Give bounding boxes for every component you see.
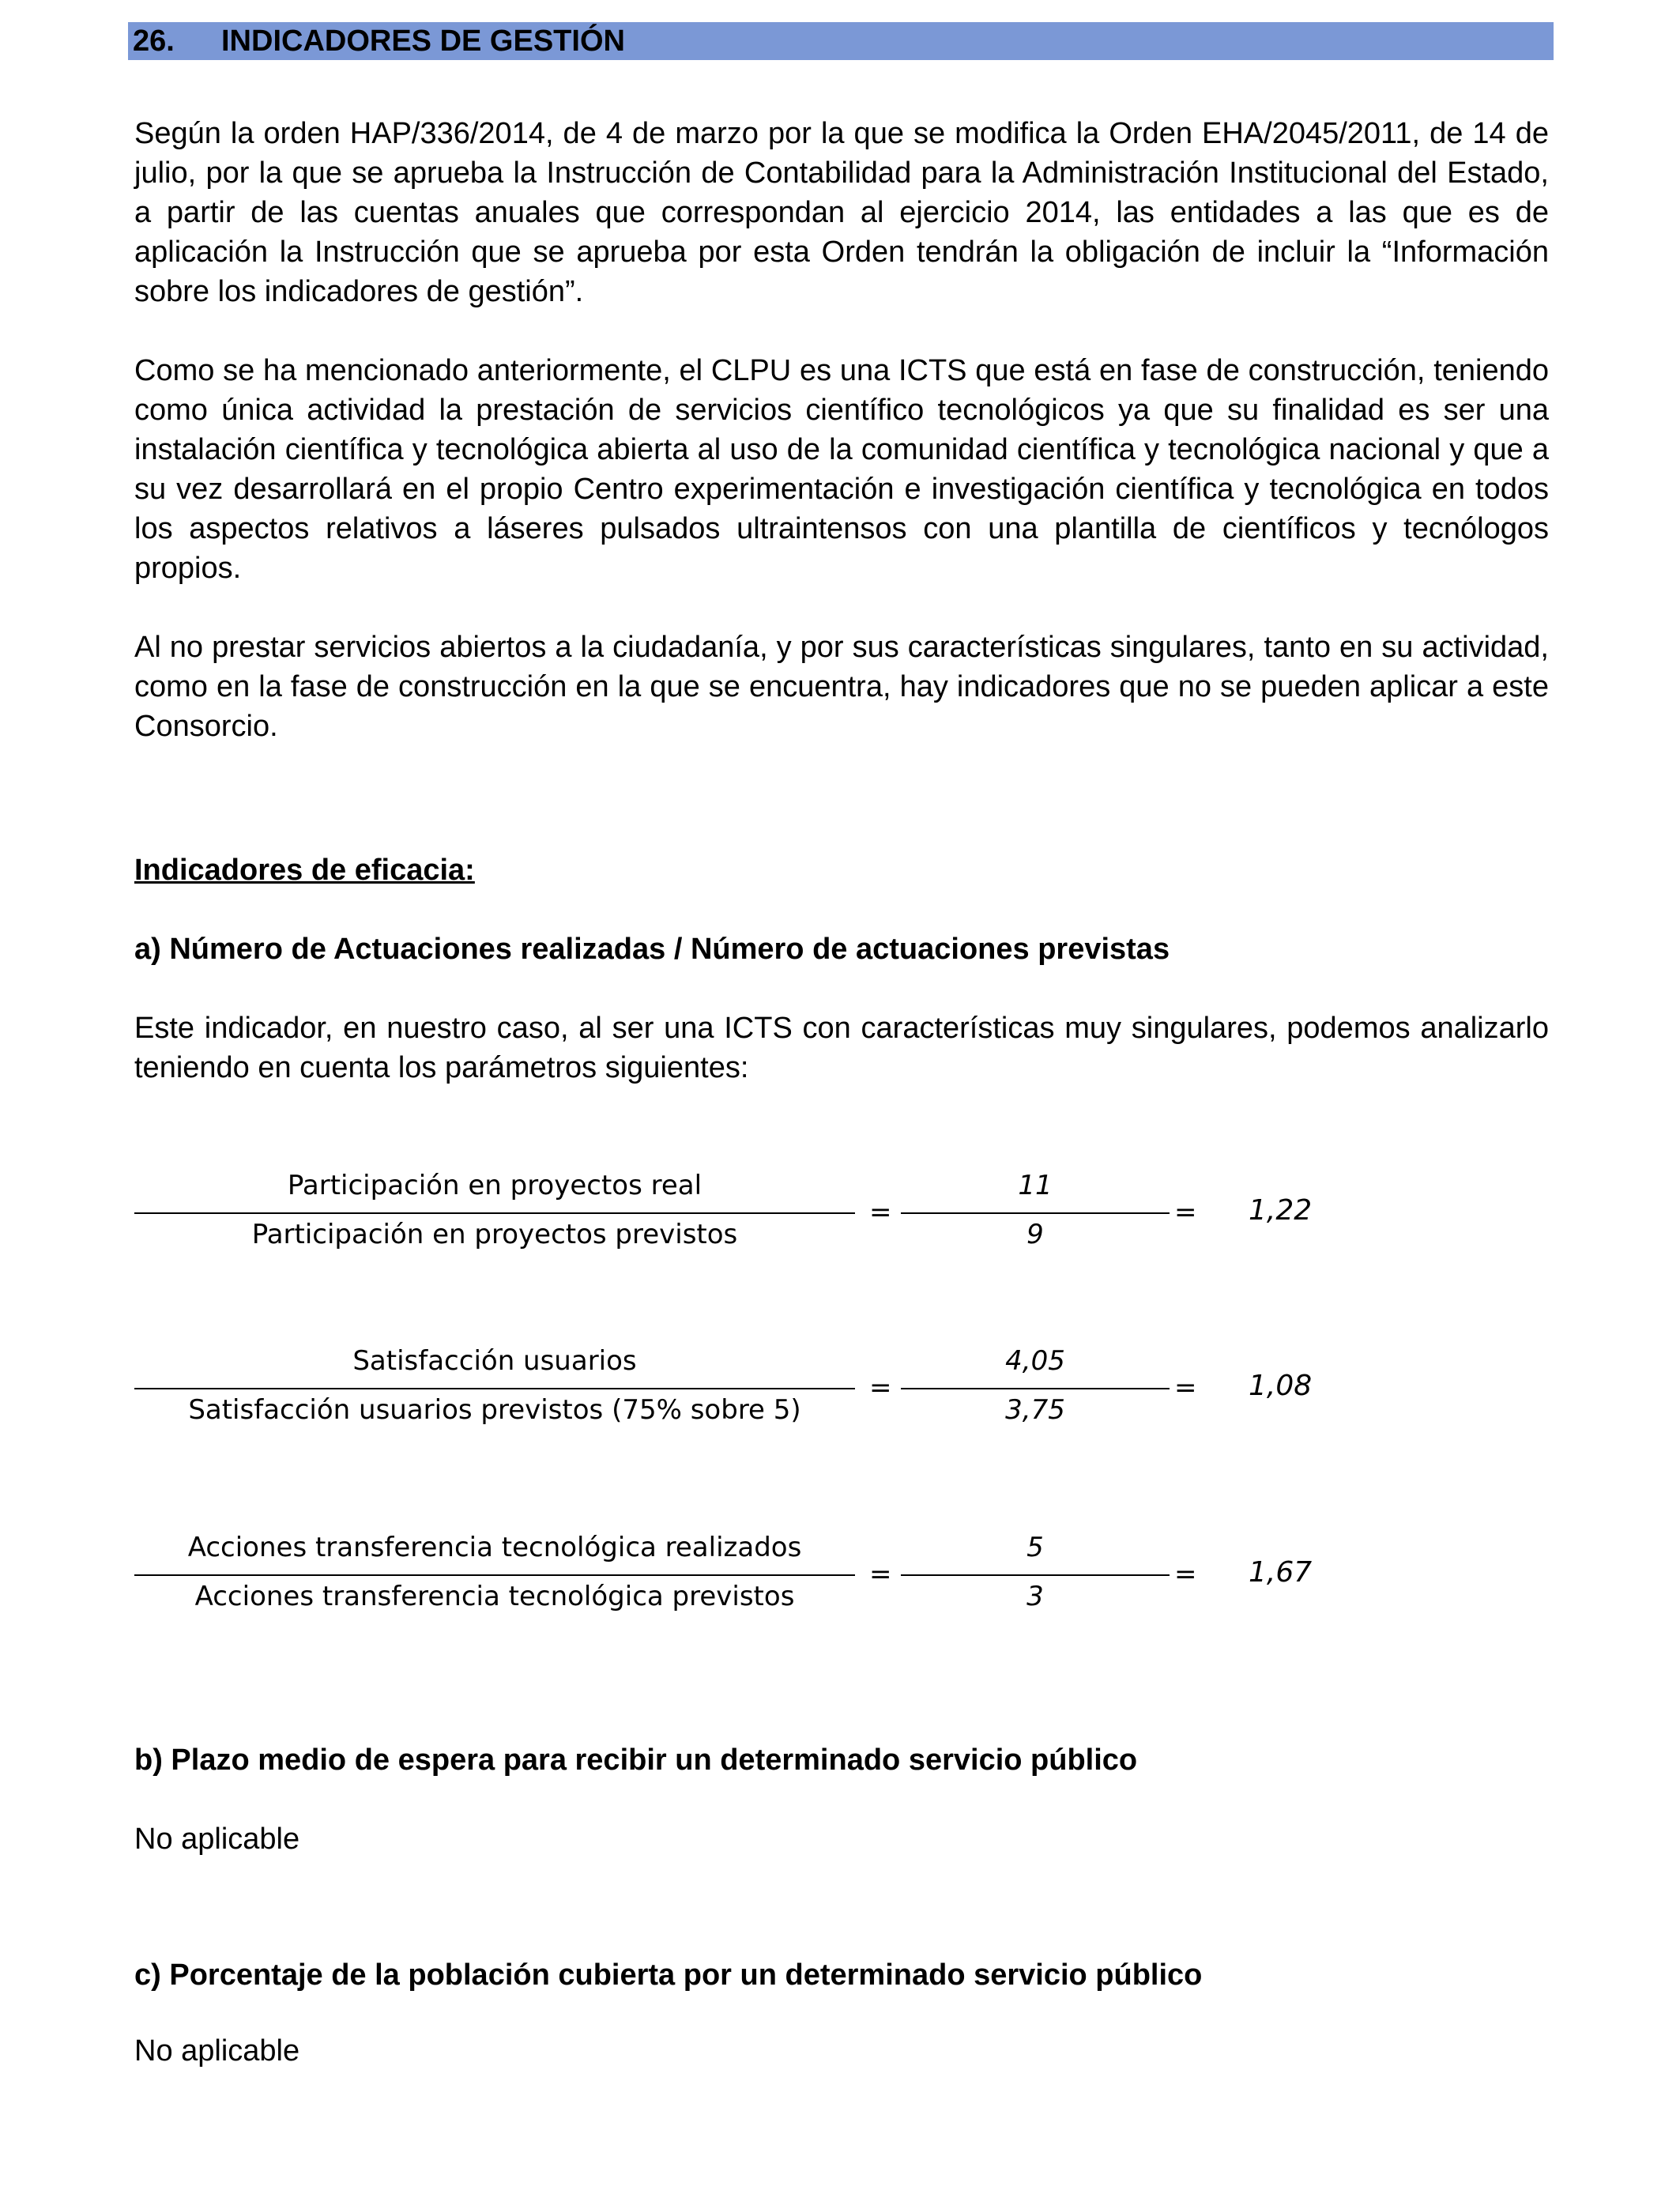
- fraction-line: [134, 1212, 855, 1214]
- fraction-line: [901, 1212, 1170, 1214]
- fraction-line: [134, 1388, 855, 1389]
- ratio-participation: [0, 1168, 1680, 1271]
- fraction-line: [901, 1574, 1170, 1576]
- ratio-technology-transfer: [0, 1530, 1680, 1633]
- ratio-satisfaction: [0, 1344, 1680, 1446]
- section-title: INDICADORES DE GESTIÓN: [221, 25, 625, 58]
- equals-sign: =: [1174, 1372, 1197, 1404]
- equals-sign: =: [869, 1197, 892, 1228]
- ratio-numerator-value: 11: [1018, 1170, 1053, 1201]
- ratio-result: 1,08: [1249, 1370, 1313, 1402]
- indicator-a-title: a) Número de Actuaciones realizadas / Número de actuaciones previstas: [134, 933, 1170, 966]
- context-paragraph: Como se ha mencionado anteriormente, el CLPU es una ICTS que está en fase de construcción, teniendo como única actividad la prestación de servicios científico tecnológicos ya que su finalidad es ser una instalación científica y tecnológica abierta al uso de la comunidad científica y tecnológica nacional y que a su vez desarrollará en el propio Centro experimentación e investigación científica y tecnológica en todos los aspectos relativos a láseres pulsados ultraintensos con una plantilla de científicos y tecnólogos propios.: [134, 354, 1549, 585]
- scope-paragraph: Al no prestar servicios abiertos a la ciudadanía, y por sus características singulares, tanto en su actividad, como en la fase de construcción en la que se encuentra, hay indicadores que no se pueden aplicar a este Consorcio.: [134, 631, 1549, 743]
- section-header: [128, 22, 1554, 60]
- indicator-a-text: Este indicador, en nuestro caso, al ser una ICTS con características muy singulares, podemos analizarlo teniendo en cuenta los parámetros siguientes:: [134, 1012, 1549, 1084]
- intro-paragraph: Según la orden HAP/336/2014, de 4 de marzo por la que se modifica la Orden EHA/2045/2011, de 14 de julio, por la que se aprueba la Instrucción de Contabilidad para la Administración Institucional del Estado, a partir de las cuentas anuales que correspondan al ejercicio 2014, las entidades a las que es de aplicación la Instrucción que se aprueba por esta Orden tendrán la obligación de incluir la “Información sobre los indicadores de gestión”.: [134, 117, 1549, 308]
- ratio-denominator-value: 3: [1026, 1581, 1044, 1612]
- equals-sign: =: [869, 1559, 892, 1590]
- ratio-numerator-value: 5: [1026, 1532, 1044, 1563]
- ratio-result: 1,67: [1249, 1556, 1313, 1589]
- equals-sign: =: [1174, 1559, 1197, 1590]
- ratio-numerator-label: Satisfacción usuarios: [352, 1345, 637, 1377]
- fraction-line: [134, 1574, 855, 1576]
- efficacy-heading: Indicadores de eficacia:: [134, 854, 475, 887]
- indicator-c-title: c) Porcentaje de la población cubierta por un determinado servicio público: [134, 1958, 1203, 1992]
- ratio-result: 1,22: [1249, 1194, 1313, 1227]
- ratio-numerator-value: 4,05: [1005, 1345, 1065, 1377]
- indicator-c-text: No aplicable: [134, 2034, 300, 2068]
- ratio-numerator-label: Participación en proyectos real: [287, 1170, 703, 1201]
- ratio-denominator-label: Participación en proyectos previstos: [251, 1219, 738, 1250]
- indicator-b-text: No aplicable: [134, 1823, 300, 1856]
- ratio-denominator-value: 9: [1026, 1219, 1044, 1250]
- equals-sign: =: [869, 1372, 892, 1404]
- equals-sign: =: [1174, 1197, 1197, 1228]
- ratio-numerator-label: Acciones transferencia tecnológica realizados: [187, 1532, 802, 1563]
- indicator-b-title: b) Plazo medio de espera para recibir un determinado servicio público: [134, 1744, 1138, 1777]
- fraction-line: [901, 1388, 1170, 1389]
- ratio-denominator-value: 3,75: [1005, 1394, 1065, 1426]
- ratio-denominator-label: Satisfacción usuarios previstos (75% sobre 5): [188, 1394, 801, 1426]
- section-number: 26.: [133, 25, 175, 58]
- ratio-denominator-label: Acciones transferencia tecnológica previstos: [194, 1581, 795, 1612]
